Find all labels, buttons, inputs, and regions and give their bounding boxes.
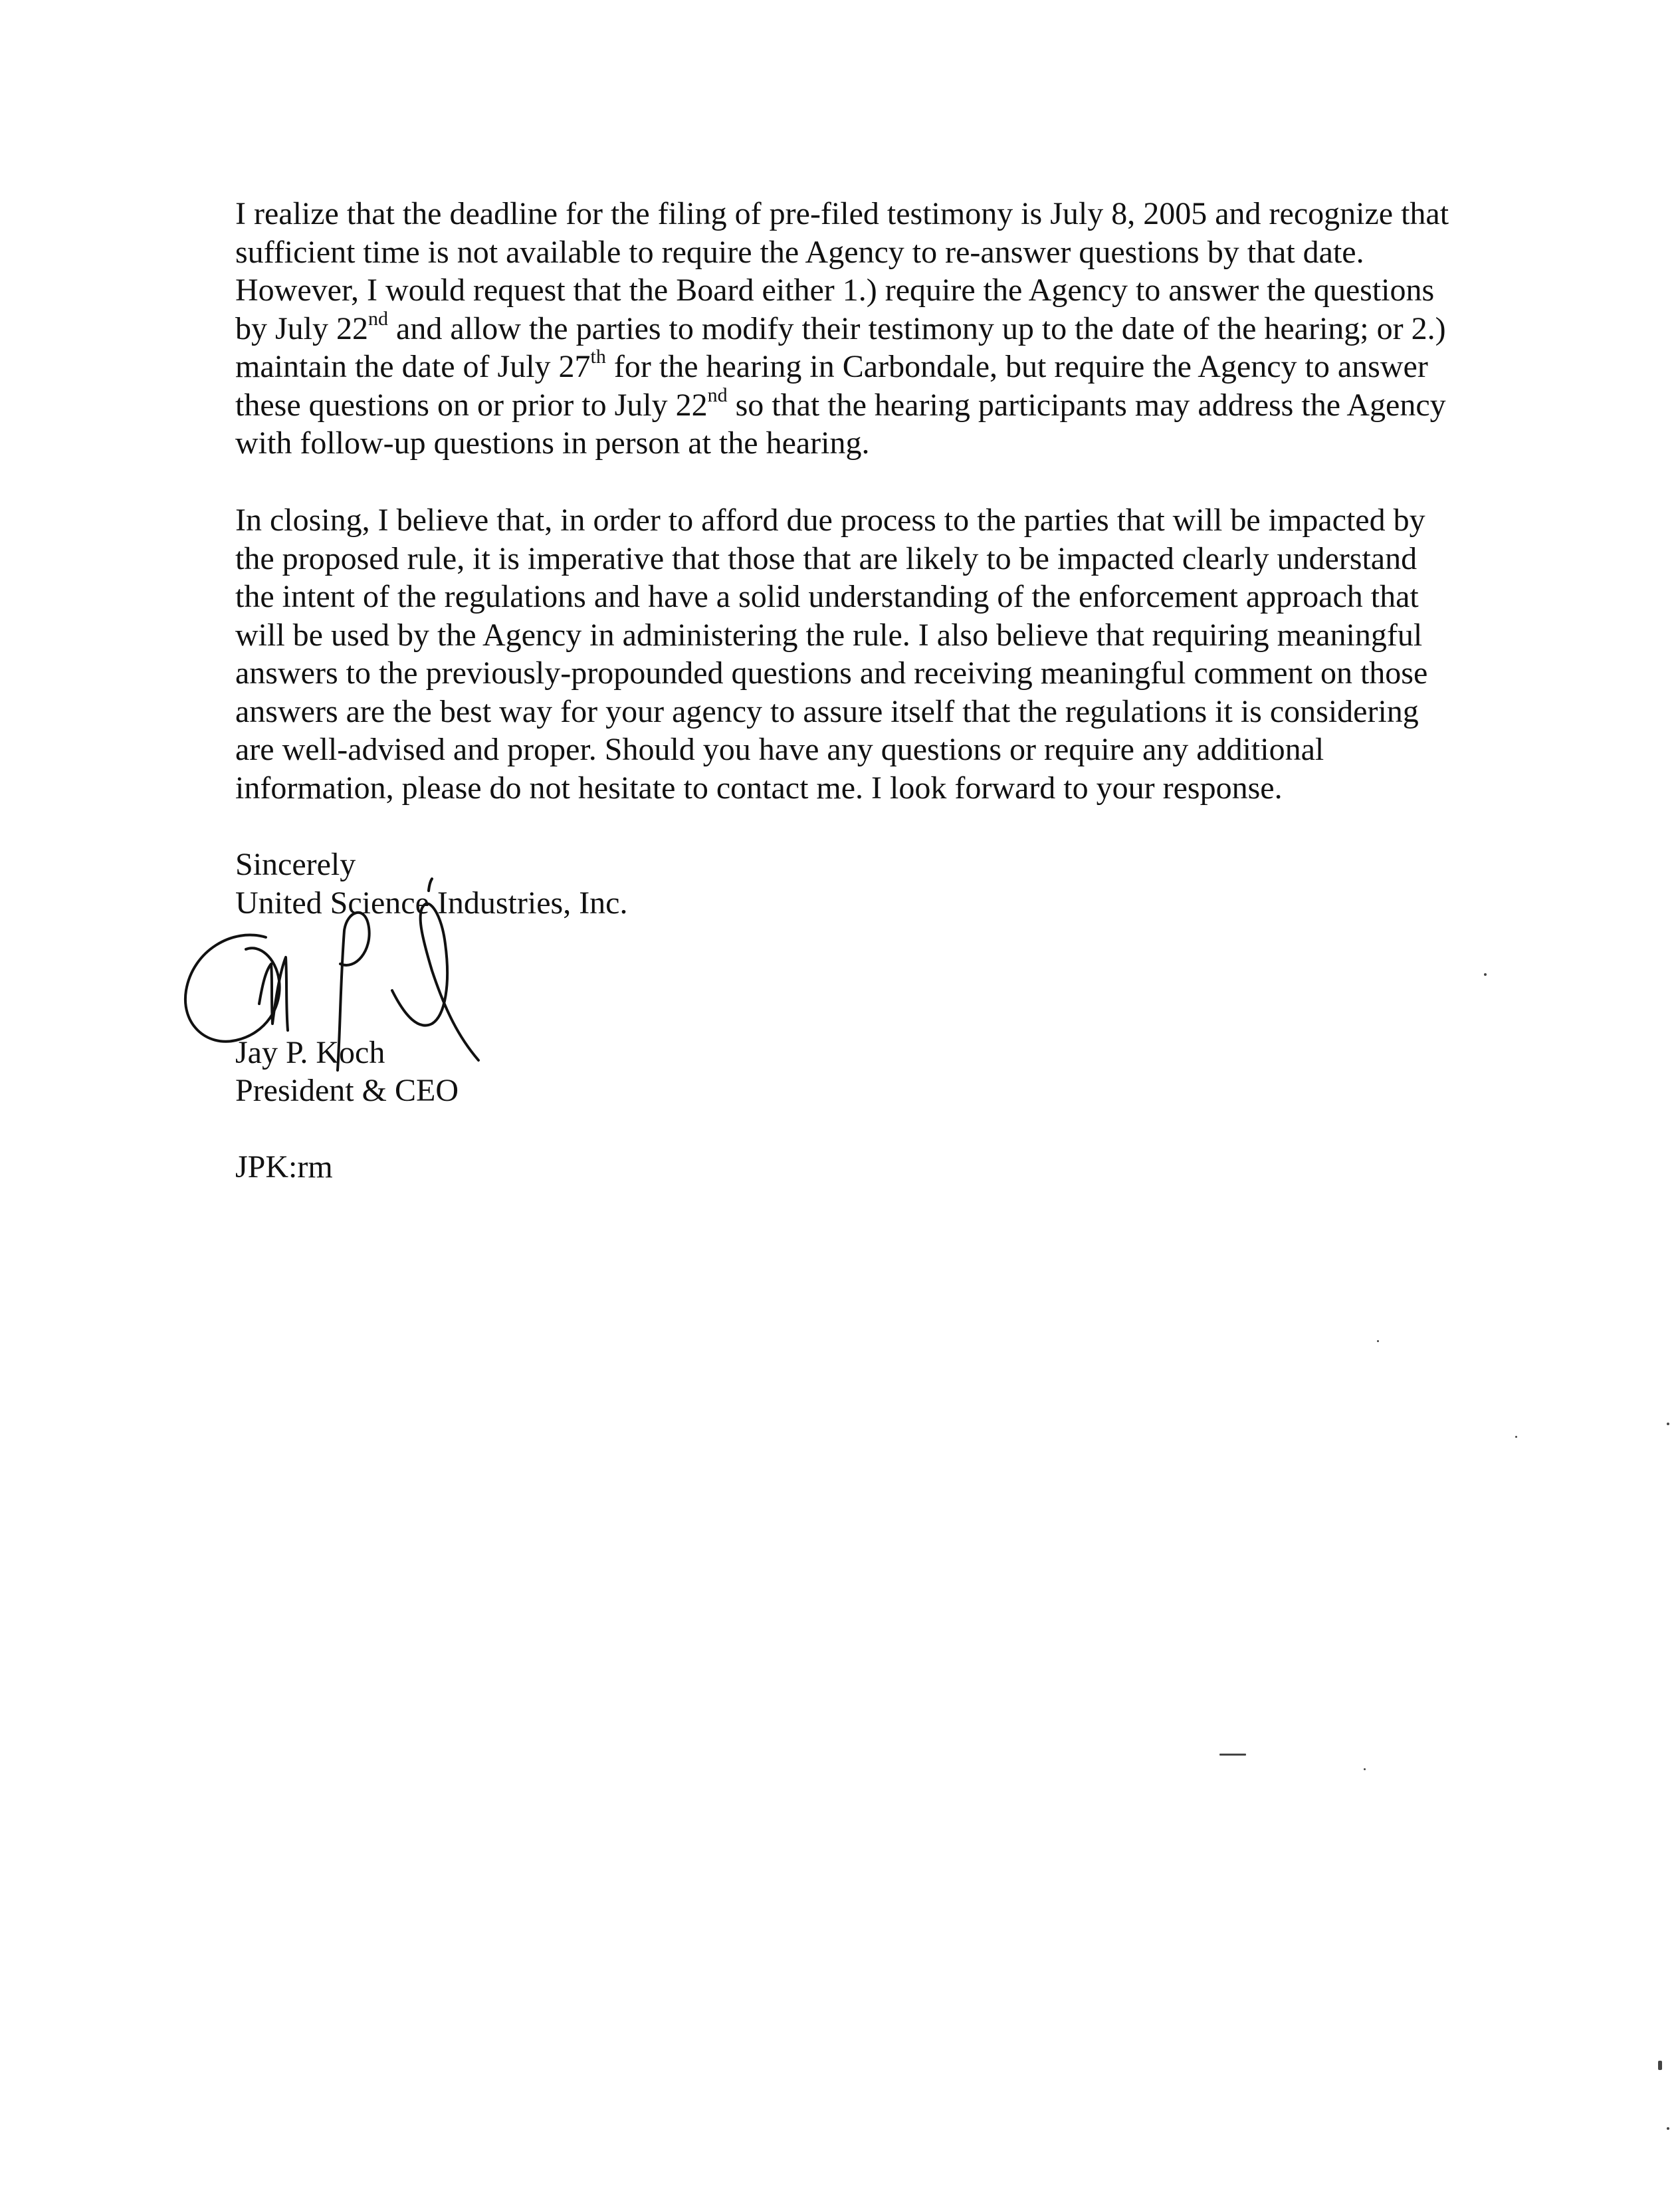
reference-initials: JPK:rm	[235, 1149, 333, 1185]
signer-name: Jay P. Koch	[235, 1035, 385, 1070]
ordinal-suffix: nd	[707, 384, 728, 406]
paragraph-line: sufficient time is not available to require the Agency to re-answer questions by that date.	[235, 234, 1364, 270]
scan-speck	[1667, 2127, 1669, 2130]
scan-speck	[1219, 1754, 1246, 1756]
signer-title: President & CEO	[235, 1073, 459, 1108]
line-text: by July 22	[235, 310, 369, 346]
paragraph-line: information, please do not hesitate to contact me. I look forward to your response.	[235, 770, 1283, 806]
closing-salutation: Sincerely	[235, 847, 356, 882]
line-text: maintain the date of July 27	[235, 349, 591, 384]
paragraph-line: answers to the previously-propounded questions and receiving meaningful comment on those	[235, 655, 1428, 691]
line-text: and allow the parties to modify their testimony up to the date of the hearing; or 2.)	[388, 310, 1446, 346]
scan-speck	[1667, 1423, 1669, 1425]
scan-speck	[1515, 1436, 1517, 1438]
paragraph-line: the proposed rule, it is imperative that those that are likely to be impacted clearly understand	[235, 540, 1418, 576]
scan-speck	[1484, 973, 1487, 976]
paragraph-deadline	[235, 195, 1511, 463]
paragraph-line	[235, 348, 1511, 386]
paragraph-line: are well-advised and proper. Should you have any questions or require any additional	[235, 732, 1324, 767]
paragraph-line: the intent of the regulations and have a solid understanding of the enforcement approach that	[235, 579, 1419, 614]
line-text: for the hearing in Carbondale, but require the Agency to answer	[605, 349, 1428, 384]
paragraph-line: answers are the best way for your agency to assure itself that the regulations it is considering	[235, 693, 1419, 729]
paragraph-closing-remarks	[235, 501, 1511, 807]
line-text: so that the hearing participants may address the Agency	[727, 387, 1446, 423]
paragraph-line: However, I would request that the Board either 1.) require the Agency to answer the questions	[235, 273, 1435, 308]
paragraph-line: will be used by the Agency in administering the rule. I also believe that requiring meaningful	[235, 617, 1423, 653]
handwritten-signature	[166, 864, 512, 1077]
ordinal-suffix: th	[590, 346, 606, 368]
line-text: these questions on or prior to July 22	[235, 387, 708, 423]
ordinal-suffix: nd	[368, 307, 389, 330]
scan-speck	[1364, 1768, 1366, 1770]
paragraph-line	[235, 386, 1511, 425]
company-name: United Science Industries, Inc.	[235, 885, 628, 921]
paragraph-line: I realize that the deadline for the filing of pre-filed testimony is July 8, 2005 and recognize that	[235, 196, 1449, 231]
scan-speck	[1658, 2061, 1662, 2070]
paragraph-line	[235, 307, 1511, 348]
paragraph-line: with follow-up questions in person at the hearing.	[235, 425, 870, 461]
scan-speck	[1377, 1340, 1379, 1342]
paragraph-line: In closing, I believe that, in order to afford due process to the parties that will be impacted by	[235, 503, 1425, 538]
